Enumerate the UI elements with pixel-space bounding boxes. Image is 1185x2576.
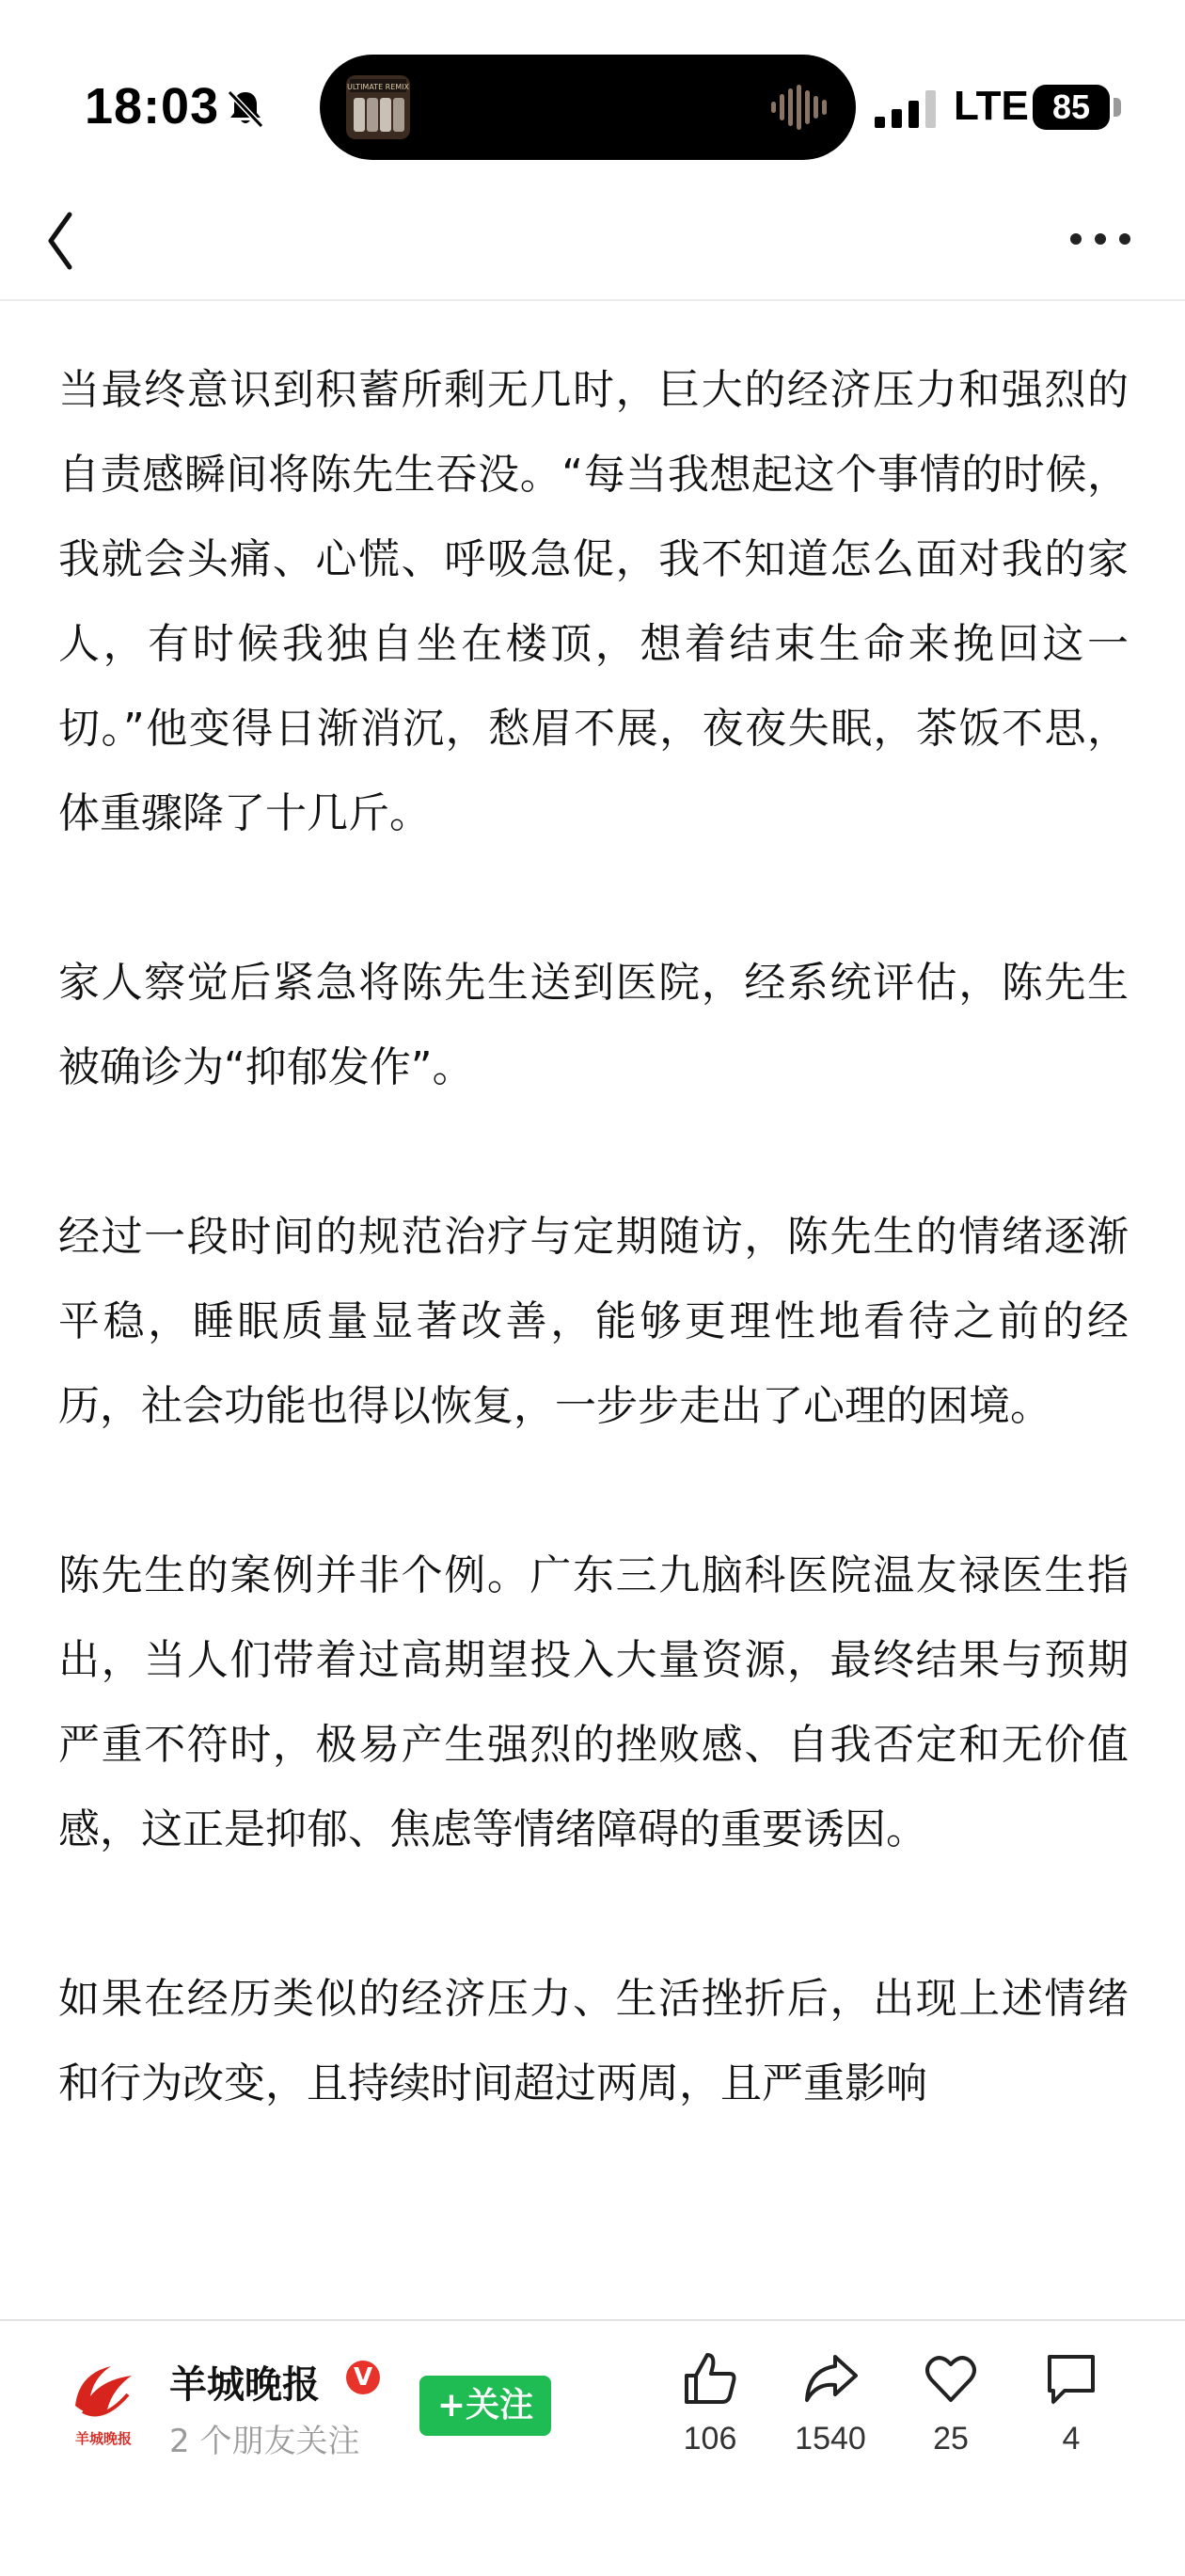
share-arrow-icon bbox=[801, 2349, 860, 2408]
battery-percent: 85 bbox=[1051, 87, 1091, 126]
article-paragraph: 陈先生的案例并非个例。广东三九脑科医院温友禄医生指出，当人们带着过高期望投入大量资源，最终结果与预期严重不符时，极易产生强烈的挫败感、自我否定和无价值感，这正是抑郁、焦虑等情绪障碍的重要诱因。 bbox=[58, 1551, 1129, 1853]
follow-button[interactable]: +关注 bbox=[419, 2376, 551, 2436]
logo-text: 羊城晚报 bbox=[74, 2430, 133, 2447]
chevron-left-icon[interactable] bbox=[41, 205, 117, 277]
now-playing-album-art bbox=[346, 75, 410, 139]
favorite-count: 25 bbox=[933, 2421, 969, 2457]
bell-muted-icon bbox=[224, 87, 267, 130]
article-paragraph: 经过一段时间的规范治疗与定期随访，陈先生的情绪逐渐平稳，睡眠质量显著改善，能够更理性地看待之前的经历，社会功能也得以恢复，一步步走出了心理的困境。 bbox=[58, 1213, 1129, 1430]
like-button[interactable] bbox=[658, 2349, 762, 2457]
network-type: LTE bbox=[954, 83, 1029, 129]
more-dots-icon[interactable] bbox=[1063, 213, 1138, 265]
like-count: 106 bbox=[683, 2421, 737, 2457]
waveform-icon bbox=[769, 83, 828, 132]
article-paragraph: 如果在经历类似的经济压力、生活挫折后，出现上述情绪和行为改变，且持续时间超过两周，且严重影响 bbox=[58, 1975, 1129, 2107]
heart-icon bbox=[922, 2349, 980, 2408]
status-bar bbox=[0, 0, 1185, 179]
source-logo[interactable] bbox=[66, 2357, 141, 2451]
bottom-action-bar bbox=[0, 2319, 1185, 2576]
comment-bubble-icon bbox=[1042, 2349, 1100, 2408]
favorite-button[interactable] bbox=[899, 2349, 1003, 2457]
friends-following: 2 个朋友关注 bbox=[169, 2423, 360, 2460]
signal-icon bbox=[875, 90, 939, 128]
article-paragraph: 当最终意识到积蓄所剩无几时，巨大的经济压力和强烈的自责感瞬间将陈先生吞没。“每当我想起这个事情的时候，我就会头痛、心慌、呼吸急促，我不知道怎么面对我的家人，有时候我独自坐在楼顶，想着结束生命来挽回这一切。”他变得日渐消沉，愁眉不展，夜夜失眠，茶饭不思，体重骤降了十几斤。 bbox=[58, 366, 1129, 837]
dynamic-island[interactable] bbox=[320, 55, 856, 160]
battery-cap bbox=[1114, 98, 1121, 117]
article-paragraph: 家人察觉后紧急将陈先生送到医院，经系统评估，陈先生被确诊为“抑郁发作”。 bbox=[58, 959, 1129, 1091]
verified-badge: V bbox=[346, 2361, 380, 2394]
comment-button[interactable] bbox=[1019, 2349, 1123, 2457]
status-time: 18:03 bbox=[85, 78, 220, 135]
comment-count: 4 bbox=[1062, 2421, 1081, 2457]
album-art-text: ULTIMATE REMIX bbox=[346, 83, 410, 91]
article-body bbox=[58, 348, 1129, 2319]
nav-bar bbox=[0, 179, 1185, 301]
battery-icon bbox=[1033, 85, 1110, 130]
source-name[interactable]: 羊城晚报 bbox=[169, 2363, 320, 2407]
share-button[interactable] bbox=[779, 2349, 882, 2457]
share-count: 1540 bbox=[795, 2421, 866, 2457]
thumbs-up-icon bbox=[681, 2349, 739, 2408]
